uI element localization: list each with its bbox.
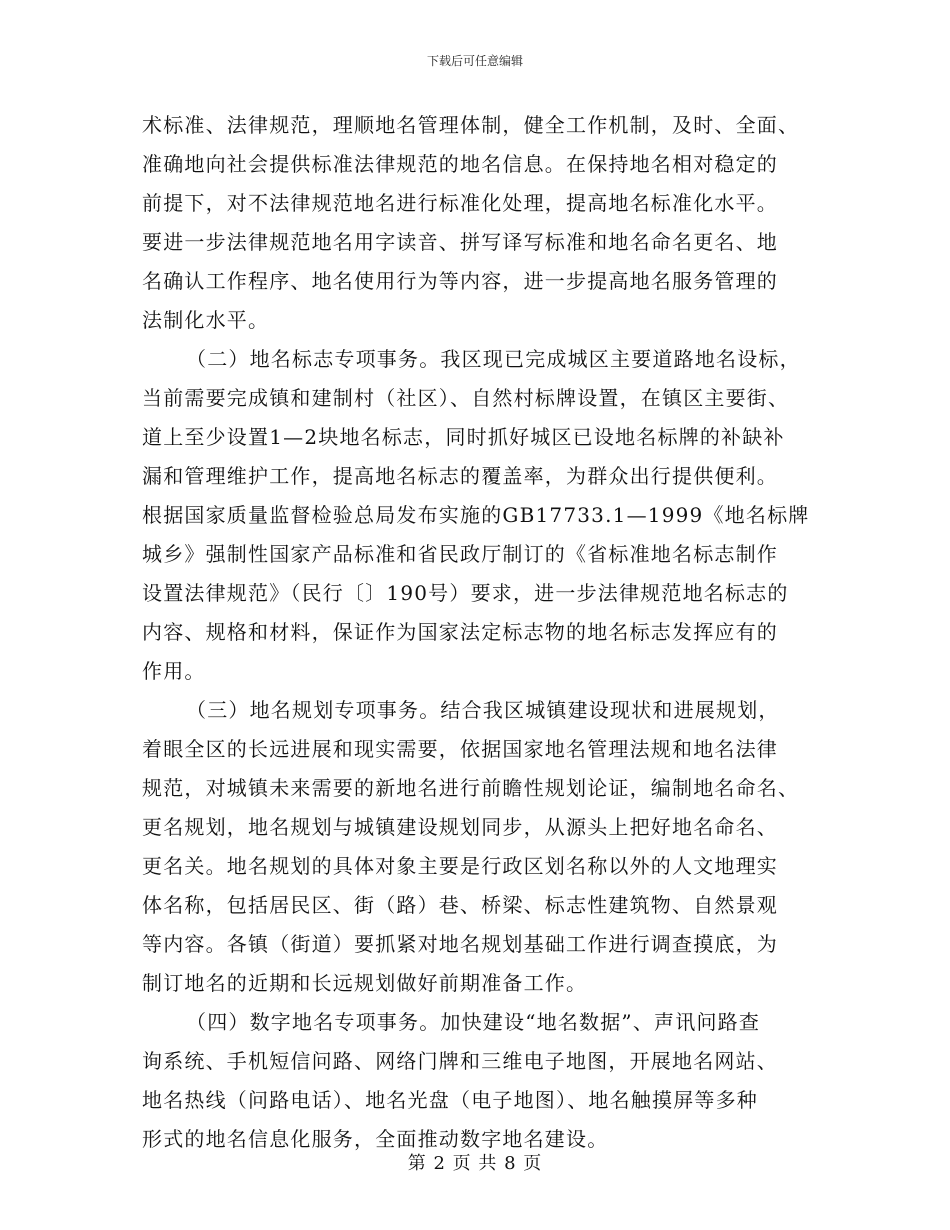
text-line: 更名关。地名规划的具体对象主要是行政区划名称以外的人文地理实 [142,854,778,878]
document-body [142,106,810,1159]
text-line: （四）数字地名专项事务。加快建设“地名数据”、声讯问路查 [186,1010,761,1034]
text-line: 根据国家质量监督检验总局发布实施的GB17733.1—1999《地名标牌 [142,503,810,527]
text-line: 法制化水平。 [142,308,270,332]
text-line: 前提下，对不法律规范地名进行标准化处理，提高地名标准化水平。 [142,191,778,215]
page-header: 下载后可任意编辑 [426,54,523,68]
text-line: 形式的地名信息化服务，全面推动数字地名建设。 [142,1127,609,1151]
text-line: 着眼全区的长远进展和现实需要，依据国家地名管理法规和地名法律 [142,737,778,761]
text-line: 体名称，包括居民区、街（路）巷、桥梁、标志性建筑物、自然景观 [142,893,778,917]
text-line: 名确认工作程序、地名使用行为等内容，进一步提高地名服务管理的 [142,269,778,293]
page-number: 第 2 页 共 8 页 [407,1153,543,1174]
paragraph-digital-place-names [142,1003,810,1159]
text-line: 道上至少设置1—2块地名标志，同时抓好城区已设地名标牌的补缺补 [142,425,785,449]
text-line: 要进一步法律规范地名用字读音、拼写译写标准和地名命名更名、地 [142,230,778,254]
text-line: 城乡》强制性国家产品标准和省民政厅制订的《省标准地名标志制作 [142,542,778,566]
text-line: 当前需要完成镇和建制村（社区）、自然村标牌设置，在镇区主要街、 [142,386,790,410]
text-line: 制订地名的近期和长远规划做好前期准备工作。 [142,971,588,995]
text-line: 设置法律规范》（民行〔〕190号）要求，进一步法律规范地名标志的 [142,581,789,605]
text-line: 规范，对城镇未来需要的新地名进行前瞻性规划论证，编制地名命名、 [142,776,800,800]
text-line: 漏和管理维护工作，提高地名标志的覆盖率，为群众出行提供便利。 [142,464,778,488]
text-line: （二）地名标志专项事务。我区现已完成城区主要道路地名设标， [186,347,801,371]
text-line: 询系统、手机短信问路、网络门牌和三维电子地图，开展地名网站、 [142,1049,778,1073]
text-line: 地名热线（问路电话）、地名光盘（电子地图）、地名触摸屏等多种 [142,1088,758,1112]
text-line: 更名规划，地名规划与城镇建设规划同步，从源头上把好地名命名、 [142,815,778,839]
text-line: 内容、规格和材料，保证作为国家法定标志物的地名标志发挥应有的 [142,620,778,644]
text-line: 准确地向社会提供标准法律规范的地名信息。在保持地名相对稳定的 [142,152,778,176]
text-line: 术标准、法律规范，理顺地名管理体制，健全工作机制，及时、全面、 [142,113,800,137]
text-line: 等内容。各镇（街道）要抓紧对地名规划基础工作进行调查摸底，为 [142,932,778,956]
text-line: （三）地名规划专项事务。结合我区城镇建设现状和进展规划， [186,698,780,722]
text-line: 作用。 [142,659,206,683]
paragraph-place-name-signs [142,340,810,691]
paragraph-standards [142,106,810,340]
paragraph-place-name-planning [142,691,810,1003]
